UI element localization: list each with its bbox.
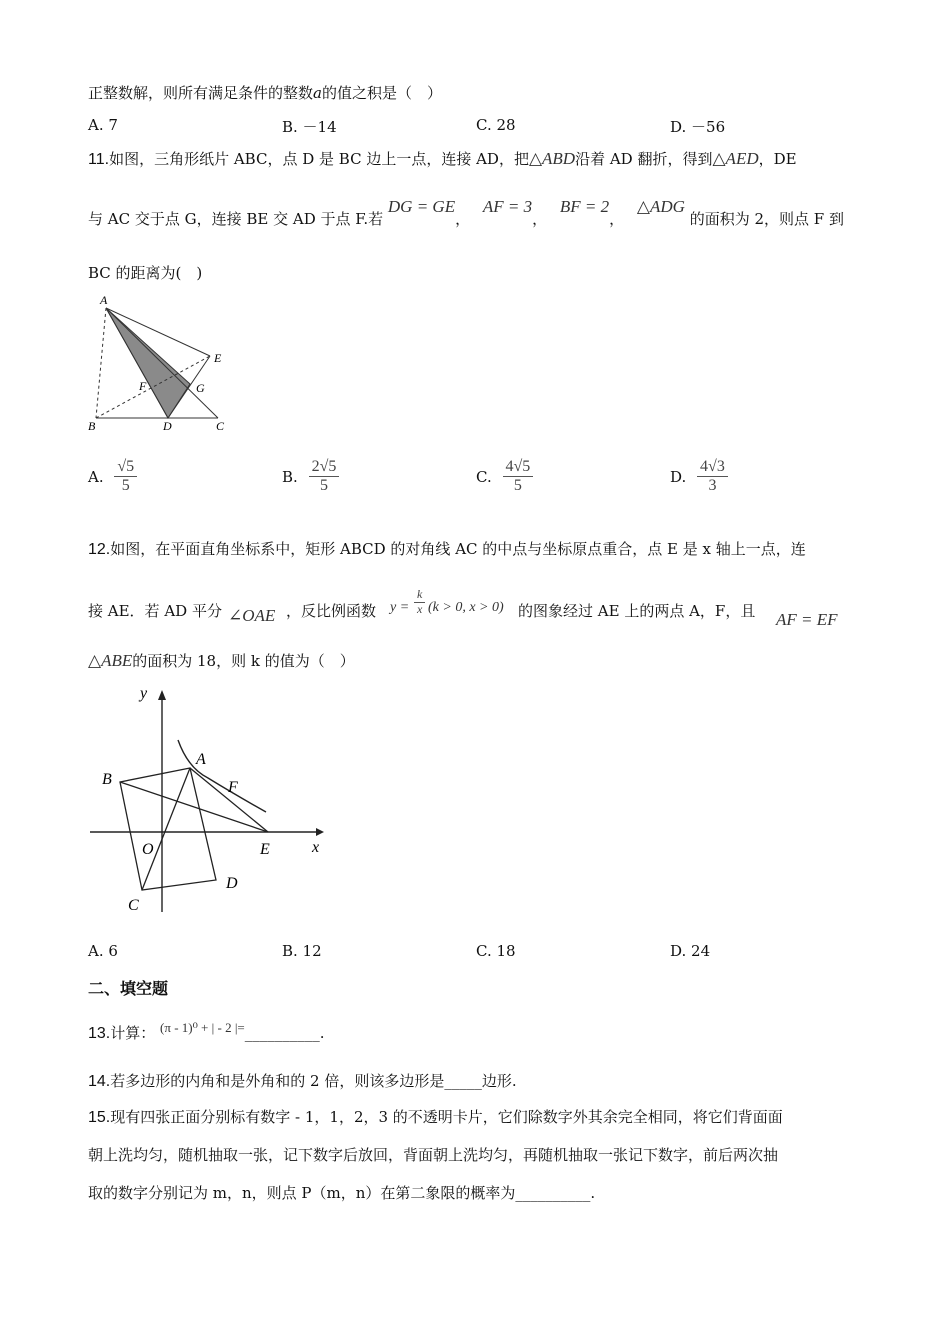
label-o: O (142, 841, 154, 858)
q11-line1: 11.如图，三角形纸片 ABC，点 D 是 BC 边上一点，连接 AD，把△ABD沿着 AD 翻折，得到△AED，DE (88, 149, 797, 168)
segment-ae (190, 768, 268, 832)
section-heading-fill-in: 二、填空题 (88, 979, 169, 998)
q15-line3: 取的数字分别记为 m，n，则点 P（m，n）在第二象限的概率为__________. (88, 1184, 596, 1202)
cond-dg-ge: DG = GE (387, 197, 456, 216)
label-a: A (196, 751, 206, 768)
segment-be (120, 782, 268, 832)
q12-option-c[interactable]: C. 18 (476, 942, 516, 960)
q12-line3: △ABE的面积为 18，则 k 的值为（ ） (88, 651, 355, 670)
label-f: F (139, 379, 147, 393)
diagonal-ac (142, 768, 190, 890)
q11-option-b[interactable]: B. $\frac{2√5}{5}$ (282, 458, 339, 496)
label-x: x (312, 839, 320, 856)
q11-line2: 与 AC 交于点 G，连接 BE 交 AD 于点 F.若 DG = GE， AF = 3， BF = 2， △ADG 的面积为 2，则点 F 到 (88, 197, 844, 228)
label-d: D (163, 419, 172, 433)
q12-number: 12. (88, 541, 111, 558)
q10-option-a[interactable]: A. 7 (88, 116, 118, 134)
label-e: E (214, 351, 222, 365)
tri-aed: △AED (712, 149, 759, 168)
fraction: $\frac{4√5}{5}$ (503, 458, 534, 496)
var-a: a (313, 84, 322, 102)
q13-answer-blank[interactable]: __________. (244, 1024, 325, 1042)
label-y: y (140, 685, 148, 702)
label-e: E (260, 841, 270, 858)
label-c: C (216, 419, 225, 433)
q14-number: 14. (88, 1073, 111, 1090)
q11-figure (86, 292, 236, 437)
label-b: B (102, 771, 112, 788)
q15-answer-blank[interactable]: __________. (515, 1184, 596, 1202)
cond-af: AF = 3 (482, 197, 533, 216)
q12-option-d[interactable]: D. 24 (670, 942, 711, 960)
q11-option-c[interactable]: C. $\frac{4√5}{5}$ (476, 458, 533, 496)
angle-oae: ∠OAE (228, 606, 276, 625)
q14-answer-blank[interactable]: _____ (444, 1072, 482, 1090)
q13-expression: (π - 1)⁰ + | - 2 |= (160, 1020, 245, 1035)
func-fraction: $\frac{k}{x}$ (414, 588, 425, 617)
q12-figure (84, 680, 334, 920)
eq-af-ef: AF = EF (776, 610, 838, 629)
q15-number: 15. (88, 1109, 111, 1126)
x-axis-arrow (316, 828, 324, 836)
segment-ab (96, 308, 106, 418)
func-lhs: y = (390, 600, 410, 615)
label-d: D (226, 875, 238, 892)
q11-number: 11. (88, 151, 110, 168)
q11-line3: BC 的距离为( ) (88, 264, 203, 282)
q12-line2: 接 AE．若 AD 平分 ∠OAE ，反比例函数 y = $\frac{k}{x}$ (k > 0, x > 0) 的图象经过 AE 上的两点 A，F，且 AF = EF (88, 587, 838, 629)
q11-option-a[interactable]: A. $\frac{√5}{5}$ (88, 458, 137, 496)
fraction: $\frac{4√3}{3}$ (697, 458, 728, 496)
q15-line1: 15.现有四张正面分别标有数字 - 1，1，2，3 的不透明卡片，它们除数字外其余完全相同，将它们背面面 (88, 1108, 783, 1126)
label-f: F (228, 779, 238, 796)
q13-number: 13. (88, 1025, 111, 1042)
fraction: $\frac{√5}{5}$ (114, 458, 137, 496)
q10-stem: 正整数解，则所有满足条件的整数a的值之积是（ ） (88, 84, 442, 102)
q13: 13.计算： (π - 1)⁰ + | - 2 |=__________. (88, 1020, 325, 1042)
tri-abe: △ABE (88, 651, 133, 670)
shaded-triangle-adg (106, 308, 190, 418)
func-condition: (k > 0, x > 0) (428, 600, 504, 615)
q10-option-d[interactable]: D. －56 (670, 118, 726, 136)
cond-bf: BF = 2 (559, 197, 610, 216)
y-axis-arrow (158, 690, 166, 700)
label-b: B (88, 419, 96, 433)
q11-option-d[interactable]: D. $\frac{4√3}{3}$ (670, 458, 728, 496)
q12-line1: 12.如图，在平面直角坐标系中，矩形 ABCD 的对角线 AC 的中点与坐标原点重合，点 E 是 x 轴上一点，连 (88, 540, 806, 558)
q10-option-c[interactable]: C. 28 (476, 116, 516, 134)
q12-option-b[interactable]: B. 12 (282, 942, 322, 960)
fraction: $\frac{2√5}{5}$ (309, 458, 340, 496)
q14: 14.若多边形的内角和是外角和的 2 倍，则该多边形是_____边形. (88, 1072, 517, 1090)
q10-option-b[interactable]: B. －14 (282, 118, 337, 136)
label-g: G (196, 381, 205, 395)
label-c: C (128, 897, 139, 914)
q12-option-a[interactable]: A. 6 (88, 942, 118, 960)
cond-adg: △ADG (636, 197, 685, 216)
tri-abd: △ABD (528, 149, 576, 168)
q15-line2: 朝上洗均匀，随机抽取一张，记下数字后放回，背面朝上洗均匀，再随机抽取一张记下数字，前后两次抽 (88, 1146, 779, 1164)
label-a: A (100, 293, 108, 307)
